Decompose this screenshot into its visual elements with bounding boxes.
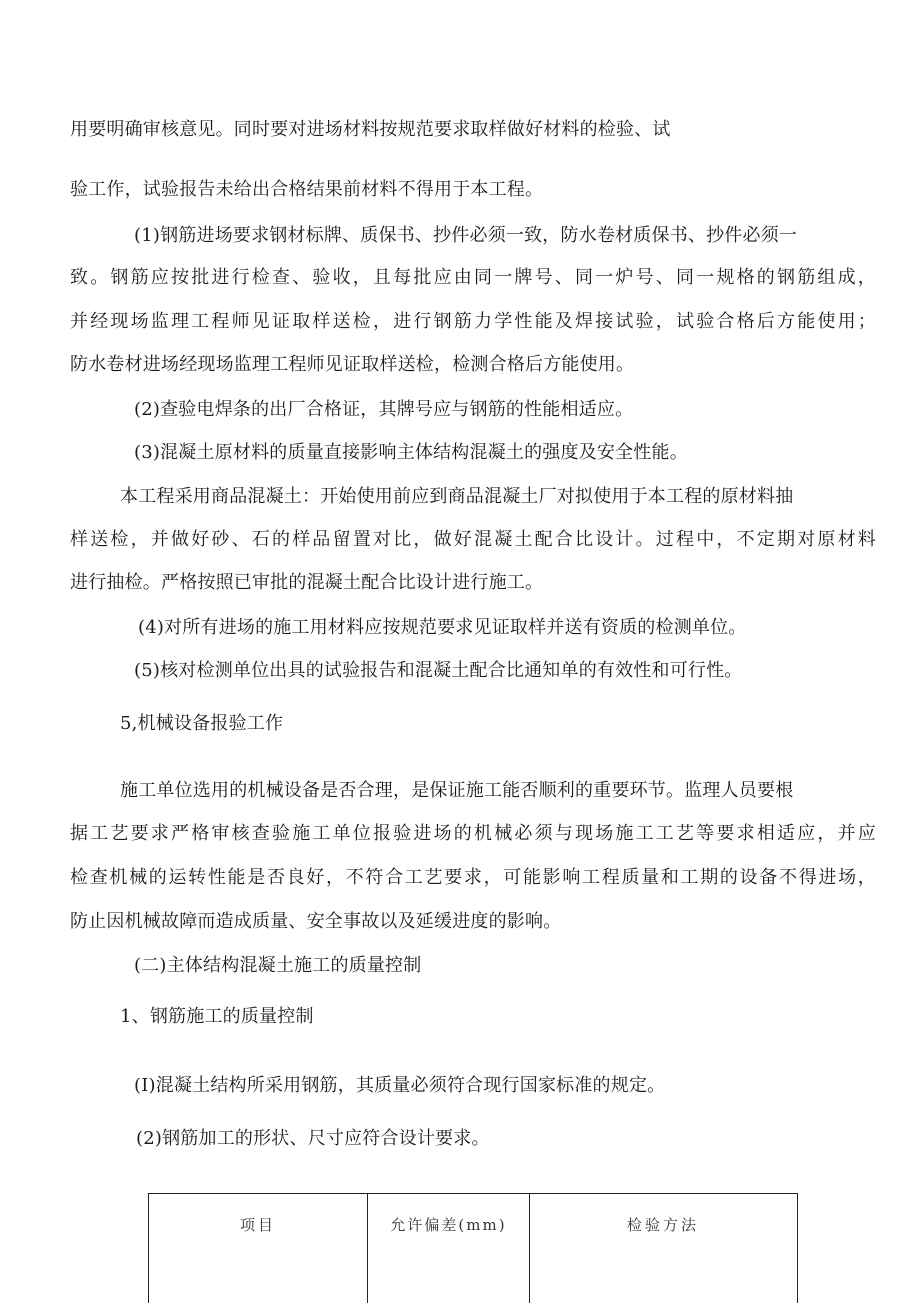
paragraph-line: 致。钢筋应按批进行检查、验收，且每批应由同一牌号、同一炉号、同一规格的钢筋组成， (70, 267, 876, 288)
paragraph-line: (3)混凝土原材料的质量直接影响主体结构混凝土的强度及安全性能。 (134, 442, 688, 463)
table-header-item: 项目 (239, 1216, 276, 1234)
section-heading: 1、钢筋施工的质量控制 (120, 1006, 314, 1027)
paragraph-line: 防止因机械故障而造成质量、安全事故以及延缓进度的影响。 (70, 911, 562, 932)
paragraph-line: 防水卷材进场经现场监理工程师见证取样送检，检测合格后方能使用。 (70, 354, 635, 375)
paragraph-line: (I)混凝土结构所采用钢筋，其质量必须符合现行国家标准的规定。 (134, 1075, 666, 1096)
paragraph-line: 检查机械的运转性能是否良好，不符合工艺要求，可能影响工程质量和工期的设备不得进场， (70, 867, 876, 888)
paragraph-line: (5)核对检测单位出具的试验报告和混凝土配合比通知单的有效性和可行性。 (134, 660, 743, 681)
table-header-method: 检验方法 (626, 1216, 699, 1234)
paragraph-line: 验工作，试验报告未给出合格结果前材料不得用于本工程。 (70, 179, 544, 200)
section-heading: 5,机械设备报验工作 (120, 713, 284, 734)
table-column-tolerance (368, 1194, 530, 1303)
table-header-tolerance: 允许偏差(mm) (390, 1216, 507, 1234)
section-heading: (二)主体结构混凝土施工的质量控制 (134, 955, 422, 976)
tolerance-table (148, 1193, 798, 1303)
paragraph-line: 并经现场监理工程师见证取样送检，进行钢筋力学性能及焊接试验，试验合格后方能使用； (70, 311, 876, 332)
paragraph-line: 施工单位选用的机械设备是否合理，是保证施工能否顺利的重要环节。监理人员要根 (120, 780, 794, 801)
paragraph-line: 用要明确审核意见。同时要对进场材料按规范要求取样做好材料的检验、试 (70, 119, 671, 140)
table-column-item (149, 1194, 368, 1303)
paragraph-line: (2)查验电焊条的出厂合格证，其牌号应与钢筋的性能相适应。 (134, 399, 634, 420)
paragraph-line: (4)对所有进场的施工用材料应按规范要求见证取样并送有资质的检测单位。 (138, 617, 747, 638)
table-column-method (530, 1194, 796, 1303)
paragraph-line: 样送检，并做好砂、石的样品留置对比，做好混凝土配合比设计。过程中，不定期对原材料 (70, 529, 876, 550)
paragraph-line: (2)钢筋加工的形状、尺寸应符合设计要求。 (136, 1128, 490, 1149)
paragraph-line: 进行抽检。严格按照已审批的混凝土配合比设计进行施工。 (70, 572, 544, 593)
paragraph-line: (1)钢筋进场要求钢材标牌、质保书、抄件必须一致，防水卷材质保书、抄件必须一 (134, 225, 798, 246)
paragraph-line: 据工艺要求严格审核查验施工单位报验进场的机械必须与现场施工工艺等要求相适应，并应 (70, 823, 876, 844)
paragraph-line: 本工程采用商品混凝土：开始使用前应到商品混凝土厂对拟使用于本工程的原材料抽 (120, 486, 794, 507)
